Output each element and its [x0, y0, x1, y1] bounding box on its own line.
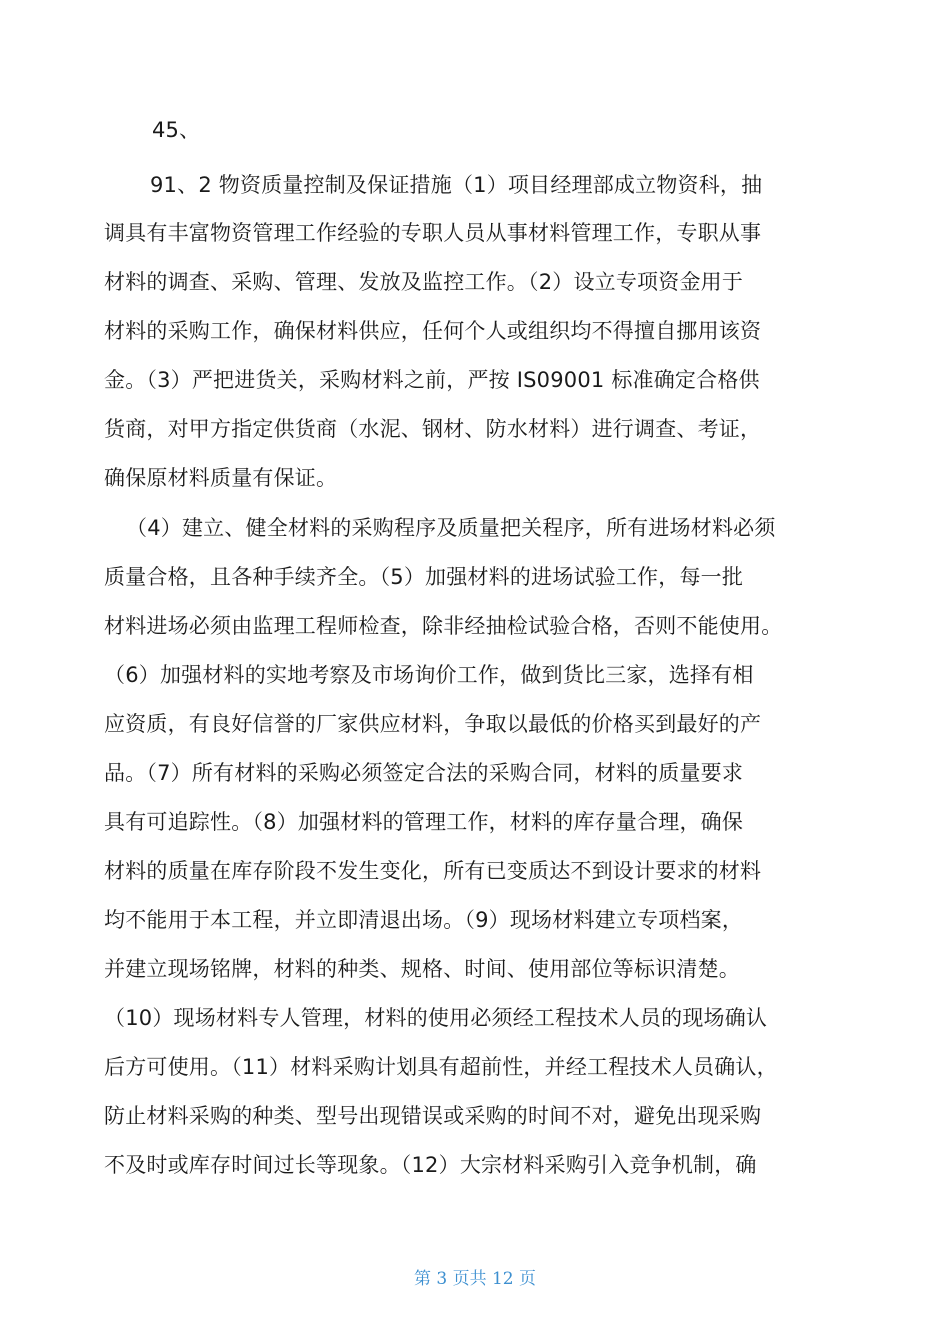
- text-line: 材料的调查、采购、管理、发放及监控工作。（2）设立专项资金用于: [104, 270, 744, 294]
- text-line: 品。（7）所有材料的采购必须签定合法的采购合同，材料的质量要求: [104, 761, 744, 785]
- text-line: 具有可追踪性。（8）加强材料的管理工作，材料的库存量合理，确保: [104, 810, 744, 834]
- text-line: 防止材料采购的种类、型号出现错误或采购的时间不对，避免出现采购: [104, 1104, 762, 1128]
- text-line: 不及时或库存时间过长等现象。（12）大宗材料采购引入竞争机制，确: [104, 1153, 757, 1177]
- page-number-footer: 第 3 页共 12 页: [413, 1269, 537, 1289]
- text-line: 材料进场必须由监理工程师检查，除非经抽检试验合格，否则不能使用。: [104, 614, 783, 638]
- text-line: 均不能用于本工程，并立即清退出场。（9）现场材料建立专项档案，: [104, 908, 744, 932]
- text-line: 质量合格，且各种手续齐全。（5）加强材料的进场试验工作，每一批: [104, 565, 744, 589]
- text-line: 91、2 物资质量控制及保证措施（1）项目经理部成立物资科，抽: [150, 173, 763, 197]
- text-line: 调具有丰富物资管理工作经验的专职人员从事材料管理工作，专职从事: [104, 221, 762, 245]
- text-line: 应资质，有良好信誉的厂家供应材料，争取以最低的价格买到最好的产: [104, 712, 762, 736]
- text-line: （4）建立、健全材料的采购程序及质量把关程序，所有进场材料必须: [126, 516, 776, 540]
- text-line: （6）加强材料的实地考察及市场询价工作，做到货比三家，选择有相: [104, 663, 754, 687]
- text-line: （10）现场材料专人管理，材料的使用必须经工程技术人员的现场确认: [104, 1006, 768, 1030]
- text-line: 并建立现场铭牌，材料的种类、规格、时间、使用部位等标识清楚。: [104, 957, 740, 981]
- text-line: 材料的采购工作，确保材料供应，任何个人或组织均不得擅自挪用该资: [104, 319, 762, 343]
- text-line: 金。（3）严把进货关，采购材料之前，严按 IS09001 标准确定合格供: [104, 368, 760, 392]
- text-line: 确保原材料质量有保证。: [104, 466, 338, 490]
- text-line: 材料的质量在库存阶段不发生变化，所有已变质达不到设计要求的材料: [104, 859, 762, 883]
- text-line: 货商，对甲方指定供货商（水泥、钢材、防水材料）进行调查、考证，: [104, 417, 762, 441]
- text-line: 45、: [152, 118, 201, 142]
- text-line: 后方可使用。（11）材料采购计划具有超前性，并经工程技术人员确认，: [104, 1055, 778, 1079]
